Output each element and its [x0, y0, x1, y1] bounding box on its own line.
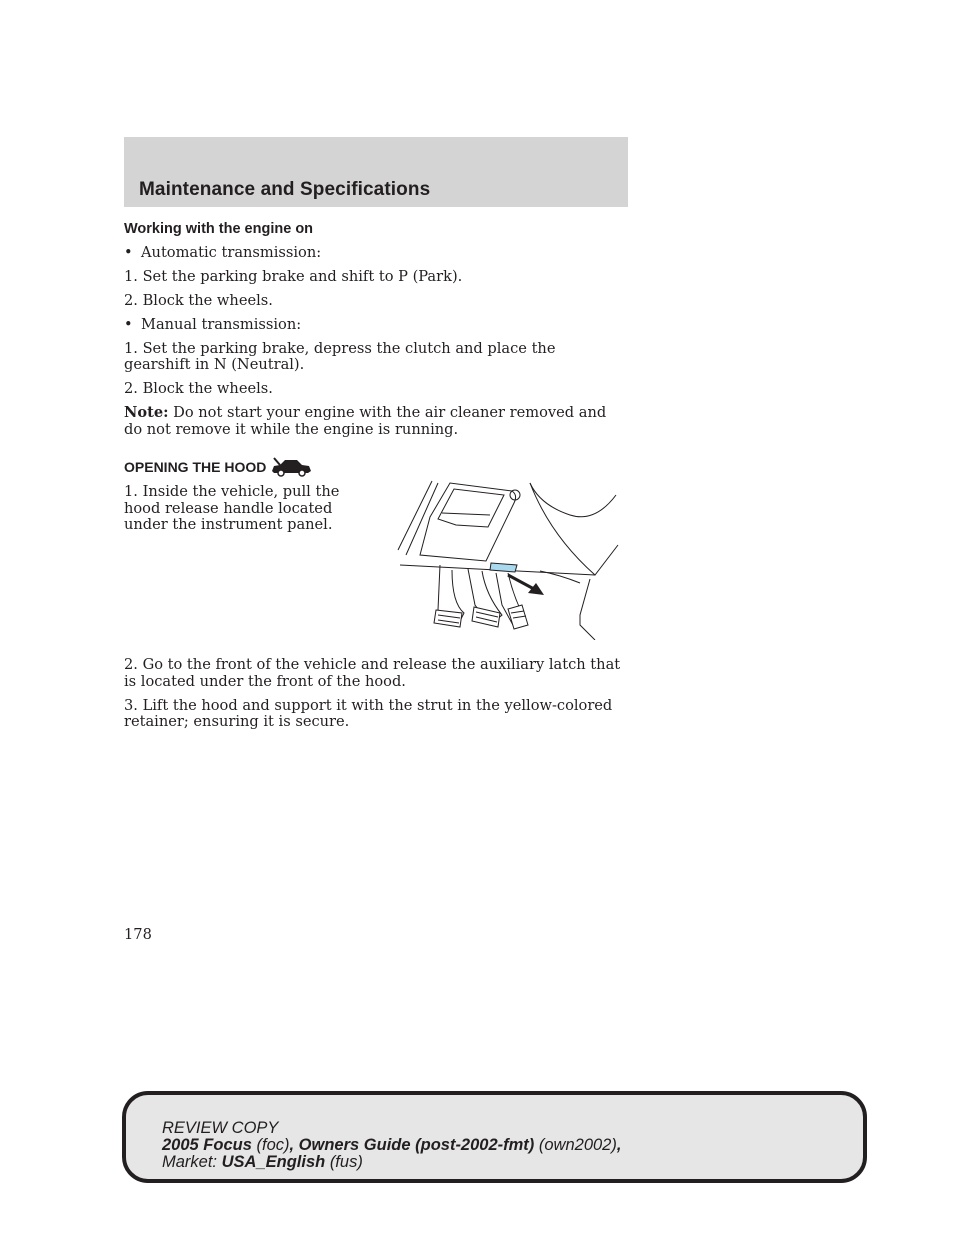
- page-number: 178: [124, 926, 152, 943]
- footer-model-code: (foc): [256, 1136, 290, 1154]
- hood-step-2: 2. Go to the front of the vehicle and release the auxiliary latch that is located under the front of the hood.: [124, 656, 621, 690]
- car-hood-icon: [270, 457, 312, 477]
- section-header-band: [124, 137, 628, 207]
- subheading-engine-on: Working with the engine on: [124, 221, 314, 237]
- bullet-label: Automatic transmission:: [141, 243, 322, 261]
- review-copy-footer: [122, 1091, 867, 1183]
- footer-guide: Owners Guide (post-2002-fmt): [298, 1136, 535, 1154]
- bullet-label: Manual transmission:: [141, 315, 302, 333]
- bullet-automatic: [124, 245, 624, 262]
- hood-step-1: 1. Inside the vehicle, pull the hood release handle located under the instrument panel.: [124, 483, 340, 533]
- footer-model: 2005 Focus: [162, 1136, 252, 1154]
- footer-market-code: (fus): [329, 1153, 363, 1171]
- footer-review-label: REVIEW COPY: [162, 1119, 279, 1137]
- footer-guide-line: [162, 1137, 621, 1154]
- bullet-manual: [124, 317, 624, 334]
- footer-separator: ,: [616, 1136, 622, 1154]
- auto-step-1: 1. Set the parking brake and shift to P (Park).: [124, 267, 463, 285]
- section-heading-label: OPENING THE HOOD: [124, 458, 267, 475]
- footer-separator: ,: [289, 1136, 295, 1154]
- manual-step-1: 1. Set the parking brake, depress the clutch and place the gearshift in N (Neutral).: [124, 339, 556, 373]
- hood-step-3: 3. Lift the hood and support it with the strut in the yellow-colored retainer; ensuring it is secure.: [124, 696, 613, 730]
- bullet-icon: •: [124, 243, 133, 261]
- note-text: Do not start your engine with the air cleaner removed and do not remove it while the engine is running.: [124, 404, 607, 438]
- footer-guide-code: (own2002): [538, 1136, 617, 1154]
- note: [124, 405, 624, 438]
- footer-market: USA_English: [221, 1153, 326, 1171]
- note-label: Note:: [124, 404, 169, 421]
- auto-step-2: 2. Block the wheels.: [124, 291, 273, 309]
- footer-market-label: Market:: [162, 1153, 218, 1171]
- hood-release-handle-illustration: [390, 475, 622, 640]
- bullet-icon: •: [124, 315, 133, 333]
- footer-market-line: [162, 1154, 621, 1171]
- hood-steps-continued: [124, 657, 624, 738]
- footer-text: [162, 1120, 621, 1171]
- manual-step-2: 2. Block the wheels.: [124, 380, 273, 397]
- page-title: Maintenance and Specifications: [139, 179, 431, 200]
